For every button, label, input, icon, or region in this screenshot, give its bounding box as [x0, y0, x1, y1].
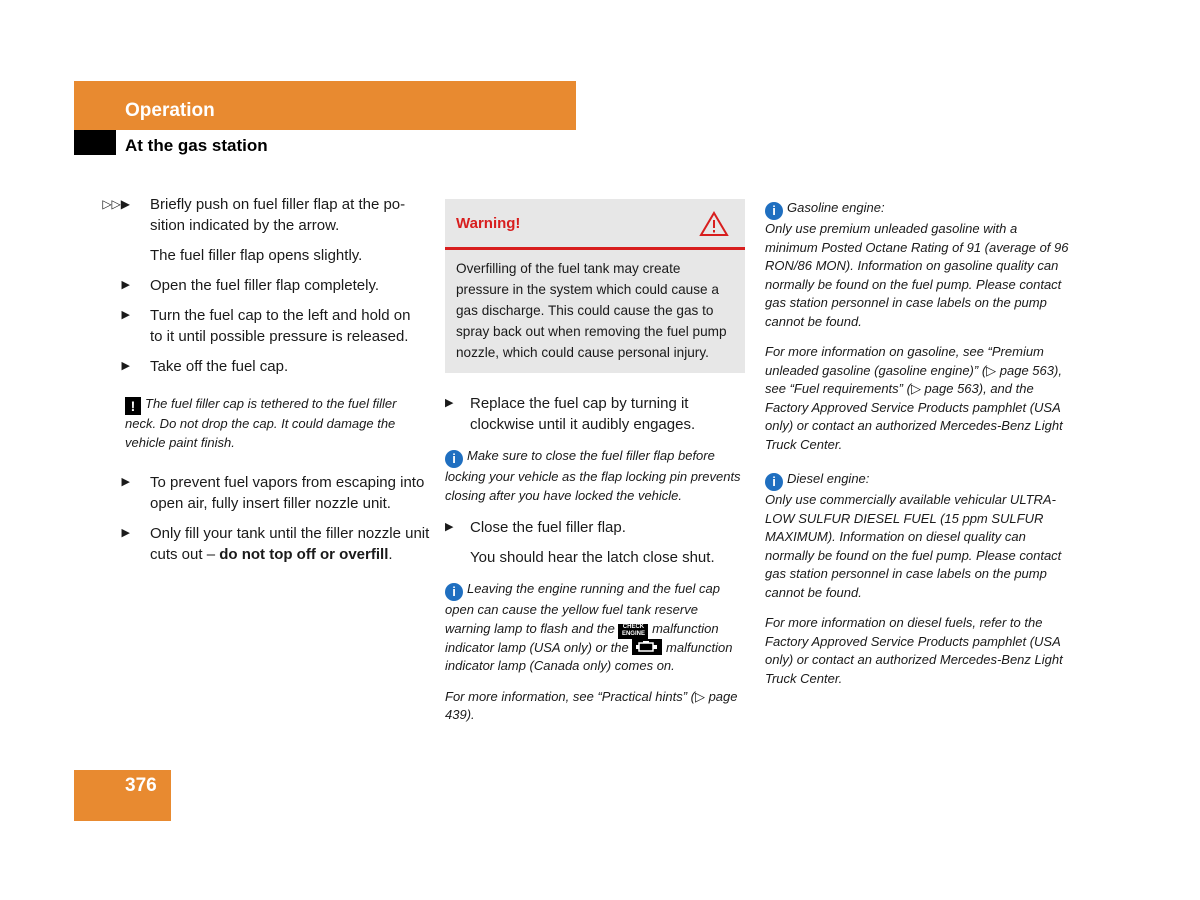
step-text: Close the fuel filler flap.	[470, 519, 626, 536]
step-result: The fuel filler flap opens slightly.	[150, 247, 363, 264]
cross-reference-note: For more information on gasoline, see “Premium unleaded gasoline (gasoline engine)” (▷ page 563), see “Fuel requirements” (▷ page 563), and the Factory Approved Service Products pamphlet (USA only) or contact an authorized Mercedes-Benz Light Truck Center.	[765, 344, 1063, 452]
bullet-arrow-icon: ▶	[121, 309, 130, 321]
instruction-step	[100, 356, 430, 377]
page-number: 376	[125, 775, 157, 796]
info-note	[445, 447, 747, 505]
caution-note	[125, 395, 430, 452]
info-icon: i	[445, 583, 463, 601]
info-text: Only use commercially available vehicular ULTRA-LOW SULFUR DIESEL FUEL (15 ppm SULFUR MAXIMUM). Information on diesel quality can normally be found on the fuel pump. Please contact gas station personnel in case labels on the pump cannot be found.	[765, 492, 1062, 600]
step-emphasis: do not top off or overfill	[219, 546, 389, 563]
subsection-title: At the gas station	[125, 136, 268, 155]
info-text: Make sure to close the fuel filler flap before locking your vehicle as the flap locking pin prevents closing after you have locked the vehicle.	[445, 448, 741, 503]
instruction-step	[100, 194, 430, 236]
section-title: Operation	[125, 100, 215, 121]
cross-reference-note: For more information on diesel fuels, refer to the Factory Approved Service Products pamphlet (USA only) or contact an authorized Mercedes-Benz Light Truck Center.	[765, 615, 1063, 686]
step-text: Replace the fuel cap by turning it clockwise until it audibly engages.	[470, 395, 696, 433]
step-text: Turn the fuel cap to the left and hold on	[150, 307, 411, 324]
check-engine-lamp-icon: CHECK ENGINE	[618, 624, 648, 639]
instruction-step	[100, 472, 430, 514]
warning-triangle-icon	[699, 211, 729, 242]
caution-icon: !	[125, 397, 141, 415]
step-text: Briefly push on fuel filler flap at the po-	[150, 196, 406, 213]
bullet-arrow-icon: ▶	[121, 279, 130, 291]
step-result: You should hear the latch close shut.	[470, 549, 715, 566]
bullet-arrow-icon: ▶	[121, 360, 130, 372]
subsection-marker	[74, 130, 116, 155]
step-text: Take off the fuel cap.	[150, 358, 289, 375]
continuation-arrow-icon: ▷▷▶	[102, 197, 130, 211]
bullet-arrow-icon: ▶	[121, 527, 130, 539]
column-3	[765, 199, 1071, 700]
step-text: Only fill your tank until the filler nozzle unit cuts out –	[150, 525, 430, 563]
info-heading: Gasoline engine:	[787, 200, 885, 215]
warning-text: Overfilling of the fuel tank may create pressure in the system which could cause a gas discharge. This could cause the gas to spray back out when removing the fuel pump nozzle, which could cause personal injury.	[456, 261, 727, 360]
column-2	[445, 199, 747, 737]
column-1	[100, 194, 430, 574]
info-text: malfunction indicator lamp (USA only) or the	[445, 620, 719, 655]
instruction-step	[100, 275, 430, 296]
info-note	[765, 470, 1071, 602]
instruction-step	[445, 517, 747, 538]
caution-text: The fuel filler cap is tethered to the fuel filler neck. Do not drop the cap. It could damage the vehicle paint finish.	[125, 396, 397, 450]
info-heading: Diesel engine:	[787, 471, 870, 486]
step-text: To prevent fuel vapors from escaping into open air, fully insert filler nozzle unit.	[150, 474, 425, 512]
step-text: to it until possible pressure is released.	[150, 328, 409, 345]
warning-header	[445, 199, 745, 250]
info-text: Leaving the engine running and the fuel cap open can cause the yellow fuel tank reserve warning lamp to flash and the	[445, 581, 720, 636]
info-note	[445, 580, 747, 676]
info-icon: i	[765, 473, 783, 491]
cross-reference-note: For more information, see “Practical hints” (▷ page 439).	[445, 688, 738, 722]
step-text: Open the fuel filler flap completely.	[150, 277, 380, 294]
bullet-arrow-icon: ▶	[445, 521, 454, 533]
bullet-arrow-icon: ▶	[121, 476, 130, 488]
step-text-end: .	[388, 546, 393, 563]
info-note	[765, 199, 1071, 331]
instruction-step	[100, 523, 430, 565]
warning-title: Warning!	[456, 215, 521, 232]
engine-malfunction-lamp-icon	[632, 639, 662, 655]
info-text: Only use premium unleaded gasoline with a minimum Posted Octane Rating of 91 (average of 96 RON/86 MON). Information on gasoline quality can normally be found on the fuel pump. Please contact gas station personnel in case labels on the pump cannot be found.	[765, 221, 1069, 329]
instruction-step	[445, 393, 747, 435]
info-text: malfunction indicator lamp (Canada only) comes on.	[445, 639, 733, 673]
info-icon: i	[445, 450, 463, 468]
step-text: sition indicated by the arrow.	[150, 217, 340, 234]
bullet-arrow-icon: ▶	[445, 397, 454, 409]
instruction-step	[100, 305, 430, 347]
info-icon: i	[765, 202, 783, 220]
warning-box	[445, 199, 745, 373]
